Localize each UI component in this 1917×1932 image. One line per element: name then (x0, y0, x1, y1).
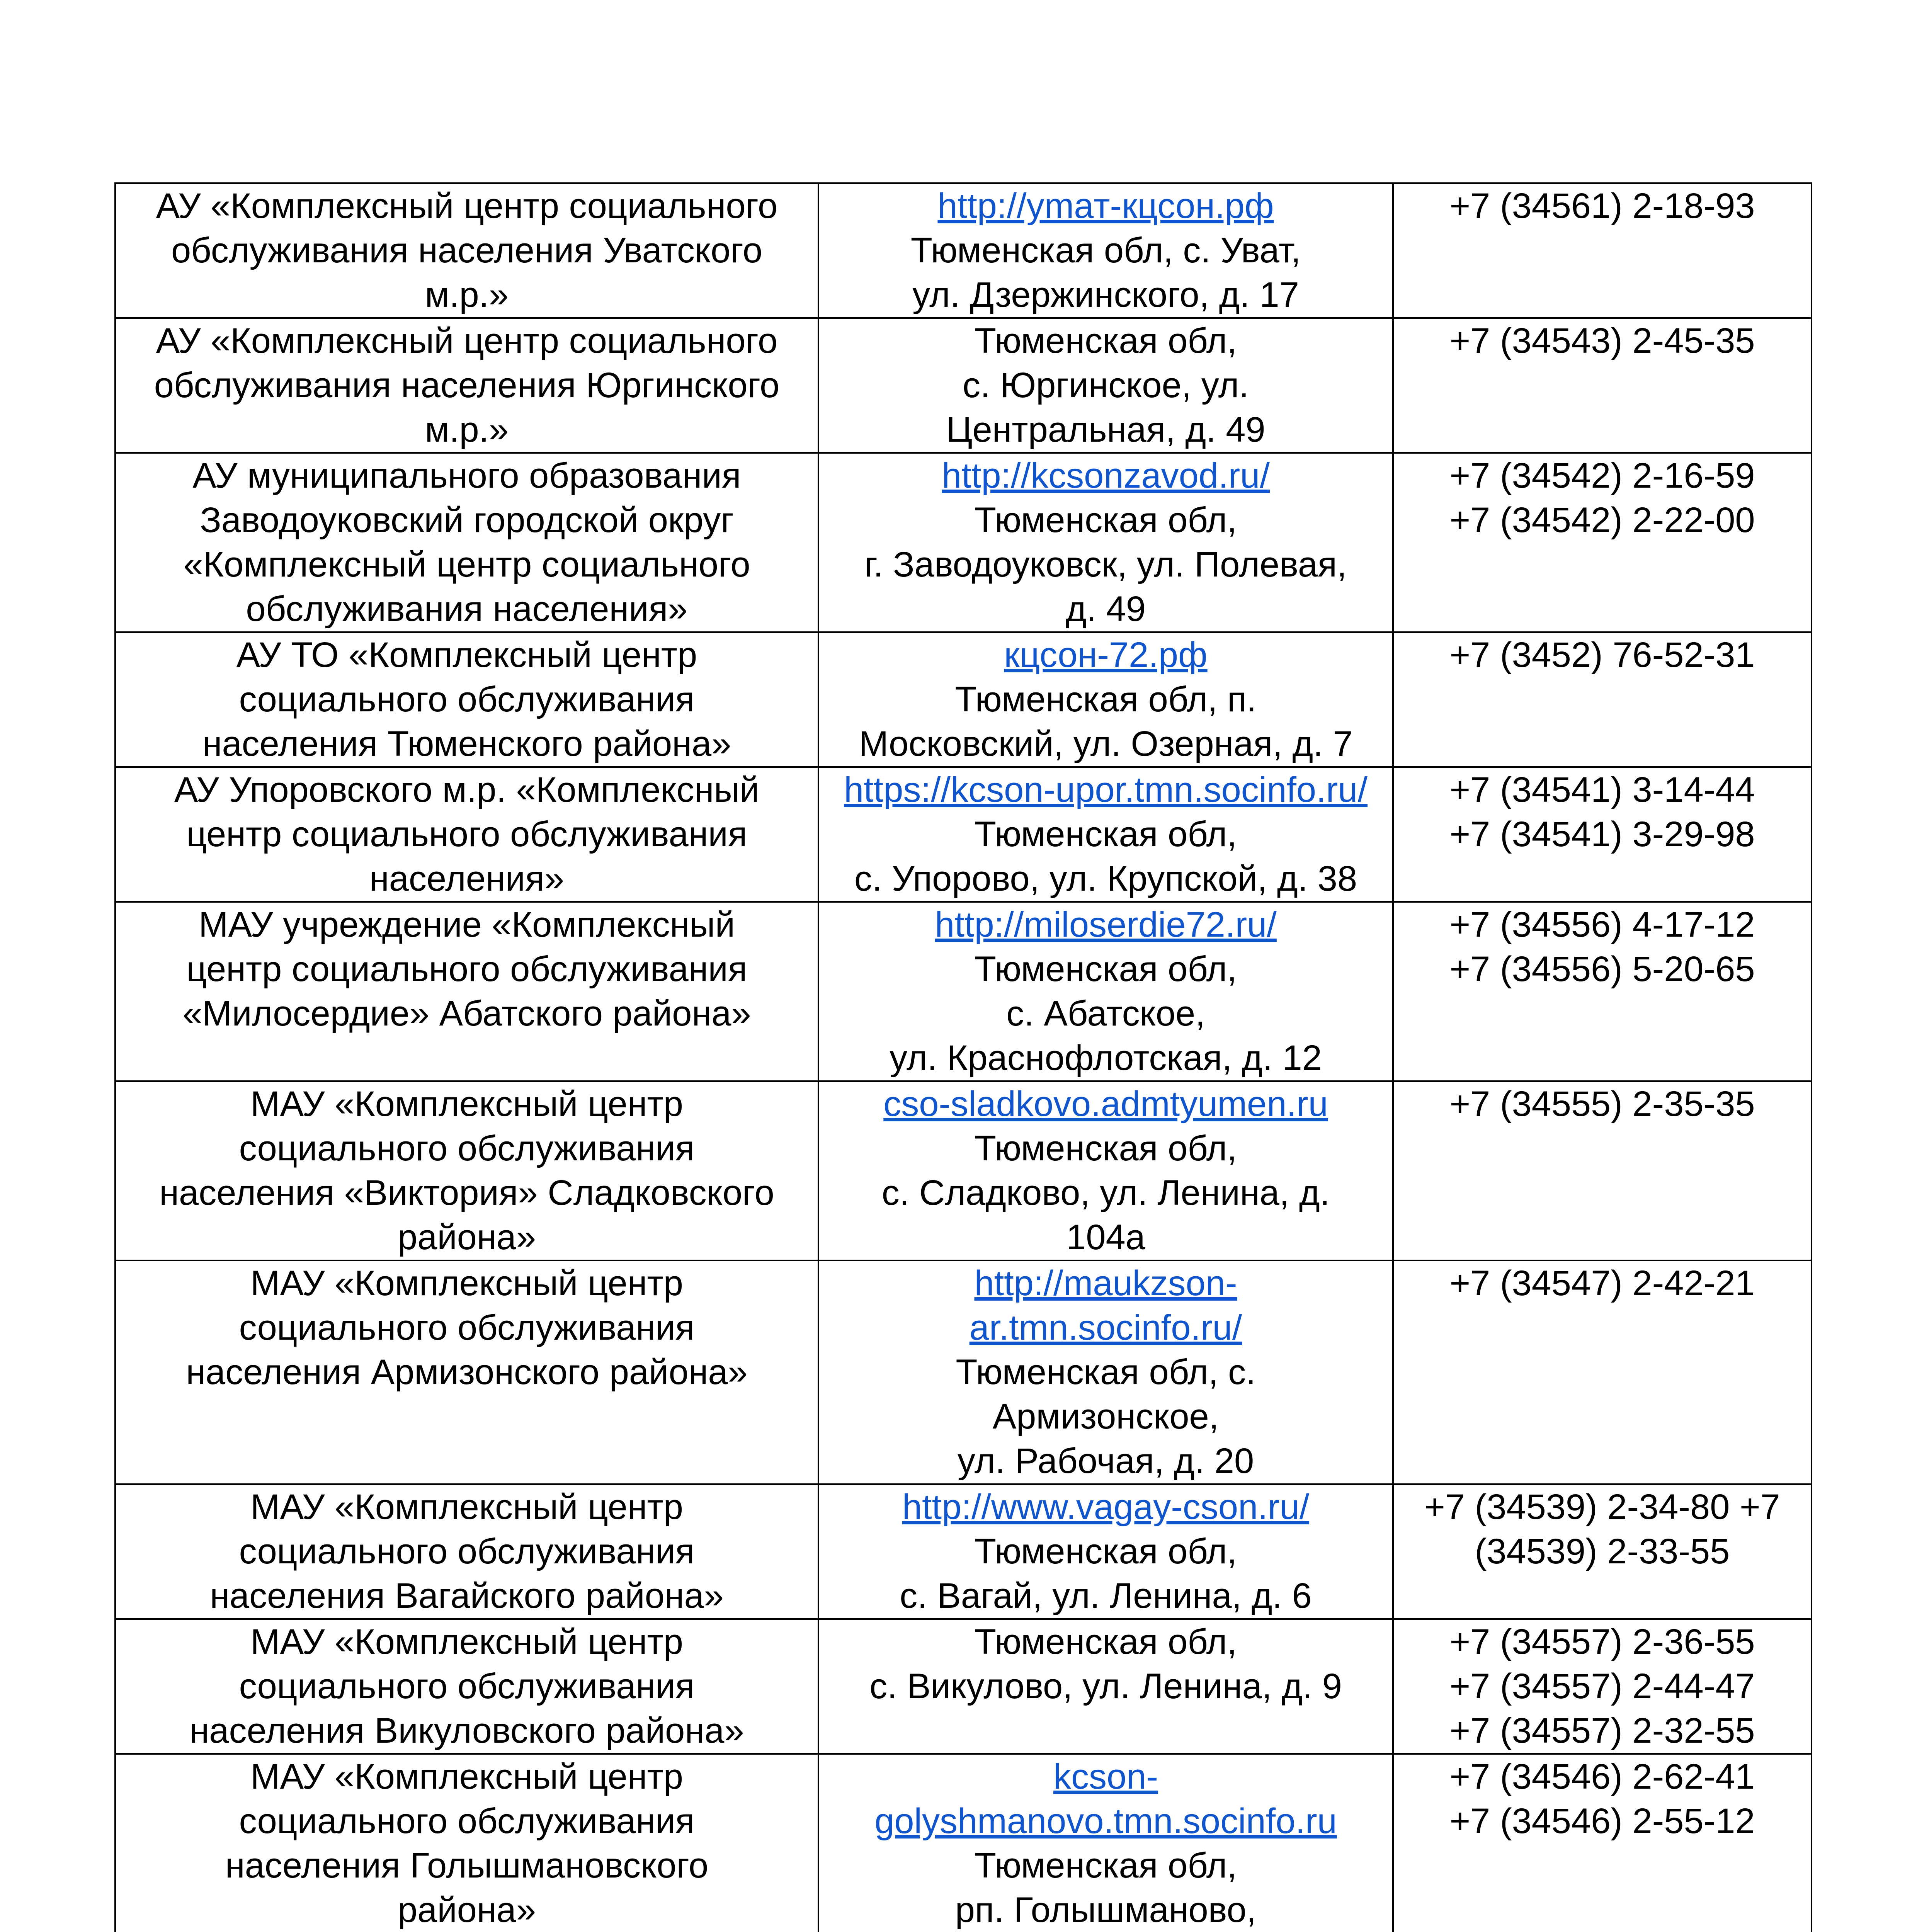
address-cell (818, 453, 1393, 632)
table-row (115, 183, 1812, 318)
address-line: Тюменская обл, (974, 1129, 1237, 1168)
address-line: 104а (1066, 1218, 1145, 1257)
address-line: с. Юргинское, ул. (963, 366, 1249, 405)
organization-name-line: МАУ «Комплексный центр (250, 1757, 683, 1796)
website-link[interactable]: ar.tmn.socinfo.ru/ (969, 1308, 1242, 1347)
address-cell (818, 1260, 1393, 1484)
phone-cell (1393, 902, 1812, 1081)
address-line: с. Сладково, ул. Ленина, д. (881, 1173, 1330, 1213)
phone-cell (1393, 767, 1812, 902)
organization-name-line: центр социального обслуживания (186, 949, 747, 989)
organization-name-line: «Милосердие» Абатского района» (182, 994, 751, 1033)
phone-number: +7 (34539) 2-34-80 +7 (1424, 1487, 1780, 1527)
table-row (115, 1754, 1812, 1932)
organizations-table-body (115, 183, 1812, 1932)
organization-name-line: района» (397, 1890, 536, 1930)
phone-cell (1393, 1754, 1812, 1932)
address-line: Тюменская обл, (974, 1532, 1237, 1571)
organization-name-line: АУ ТО «Комплексный центр (236, 635, 697, 675)
organizations-table (114, 182, 1812, 1932)
address-line: Армизонское, (992, 1397, 1219, 1436)
organization-cell (115, 1081, 818, 1260)
website-link[interactable]: kcson- (1053, 1757, 1158, 1796)
phone-number: +7 (34561) 2-18-93 (1449, 186, 1755, 226)
website-link[interactable]: golyshmanovo.tmn.socinfo.ru (874, 1801, 1337, 1841)
address-line: ул. Краснофлотская, д. 12 (890, 1038, 1322, 1078)
website-link[interactable]: http://ymaт-кцсон.рф (937, 186, 1274, 226)
website-link[interactable]: http://www.vagay-cson.ru/ (902, 1487, 1310, 1527)
phone-number: +7 (3452) 76-52-31 (1449, 635, 1755, 675)
phone-cell (1393, 1484, 1812, 1619)
organization-name-line: населения Армизонского района» (186, 1352, 748, 1392)
website-link[interactable]: https://kcson-upor.tmn.socinfo.ru/ (844, 770, 1368, 810)
phone-number: +7 (34556) 4-17-12 (1449, 905, 1755, 944)
address-line: Центральная, д. 49 (946, 410, 1266, 449)
phone-number: +7 (34555) 2-35-35 (1449, 1084, 1755, 1124)
organization-name-line: МАУ «Комплексный центр (250, 1487, 683, 1527)
organization-cell (115, 318, 818, 453)
address-cell (818, 1081, 1393, 1260)
table-row (115, 1081, 1812, 1260)
phone-cell (1393, 632, 1812, 767)
phone-number: +7 (34557) 2-36-55 (1449, 1622, 1755, 1662)
organization-name-line: социального обслуживания (239, 1129, 695, 1168)
organization-cell (115, 1754, 818, 1932)
address-line: Московский, ул. Озерная, д. 7 (859, 724, 1353, 764)
table-row (115, 1484, 1812, 1619)
address-line: д. 49 (1065, 589, 1146, 629)
address-line: рп. Голышманово, (955, 1890, 1257, 1930)
organization-name-line: Заводоуковский городской округ (200, 500, 734, 540)
organization-name-line: МАУ учреждение «Комплексный (199, 905, 735, 944)
address-cell (818, 902, 1393, 1081)
address-line: Тюменская обл, (974, 815, 1237, 854)
table-row (115, 1260, 1812, 1484)
organization-cell (115, 1484, 818, 1619)
address-cell (818, 1484, 1393, 1619)
phone-cell (1393, 183, 1812, 318)
address-cell (818, 1619, 1393, 1754)
address-cell (818, 318, 1393, 453)
organization-name-line: МАУ «Комплексный центр (250, 1084, 683, 1124)
organization-cell (115, 1260, 818, 1484)
phone-number: +7 (34557) 2-44-47 (1449, 1667, 1755, 1706)
address-line: Тюменская обл, с. Уват, (910, 231, 1301, 270)
phone-cell (1393, 453, 1812, 632)
address-line: Тюменская обл, п. (955, 680, 1257, 719)
table-row (115, 318, 1812, 453)
organization-name-line: социального обслуживания (239, 1801, 695, 1841)
address-line: с. Упорово, ул. Крупской, д. 38 (854, 859, 1357, 898)
organization-name-line: населения Викуловского района» (189, 1711, 744, 1750)
address-line: Тюменская обл, с. (956, 1352, 1256, 1392)
address-line: ул. Рабочая, д. 20 (957, 1441, 1254, 1481)
address-cell (818, 1754, 1393, 1932)
organization-cell (115, 902, 818, 1081)
phone-number: +7 (34546) 2-55-12 (1449, 1801, 1755, 1841)
organization-name-line: АУ «Комплексный центр социального (156, 321, 778, 361)
address-line: с. Викулово, ул. Ленина, д. 9 (869, 1667, 1342, 1706)
address-line: г. Заводоуковск, ул. Полевая, (864, 545, 1347, 584)
phone-number: +7 (34541) 3-29-98 (1449, 815, 1755, 854)
address-cell (818, 767, 1393, 902)
organization-name-line: населения Вагайского района» (210, 1576, 724, 1616)
organization-name-line: населения» (369, 859, 565, 898)
table-row (115, 453, 1812, 632)
organization-name-line: населения «Виктория» Сладковского (159, 1173, 774, 1213)
organization-name-line: обслуживания населения Юргинского (154, 366, 780, 405)
address-line: с. Вагай, ул. Ленина, д. 6 (900, 1576, 1312, 1616)
organization-name-line: центр социального обслуживания (186, 815, 747, 854)
organization-cell (115, 632, 818, 767)
organization-name-line: социального обслуживания (239, 1308, 695, 1347)
phone-number: +7 (34541) 3-14-44 (1449, 770, 1755, 810)
website-link[interactable]: http://kcsonzavod.ru/ (942, 456, 1270, 495)
address-line: Тюменская обл, (974, 1846, 1237, 1885)
address-cell (818, 183, 1393, 318)
table-row (115, 767, 1812, 902)
phone-cell (1393, 318, 1812, 453)
phone-number: (34539) 2-33-55 (1475, 1532, 1730, 1571)
address-cell (818, 632, 1393, 767)
organization-name-line: «Комплексный центр социального (183, 545, 750, 584)
organization-name-line: обслуживания населения Уватского (171, 231, 763, 270)
address-line: Тюменская обл, (974, 1622, 1237, 1662)
phone-cell (1393, 1260, 1812, 1484)
website-link[interactable]: http://maukzson- (974, 1264, 1237, 1303)
organization-name-line: АУ Упоровского м.р. «Комплексный (174, 770, 760, 810)
website-link[interactable]: cso-sladkovo.admtyumen.ru (883, 1084, 1328, 1124)
organization-cell (115, 183, 818, 318)
phone-cell (1393, 1081, 1812, 1260)
address-line: Тюменская обл, (974, 500, 1237, 540)
organization-name-line: АУ «Комплексный центр социального (156, 186, 778, 226)
organization-cell (115, 453, 818, 632)
phone-number: +7 (34547) 2-42-21 (1449, 1264, 1755, 1303)
website-link[interactable]: кцсон-72.рф (1004, 635, 1208, 675)
organization-name-line: социального обслуживания (239, 680, 695, 719)
address-line: с. Абатское, (1006, 994, 1205, 1033)
organization-name-line: населения Тюменского района» (202, 724, 731, 764)
organization-name-line: социального обслуживания (239, 1667, 695, 1706)
address-line: Тюменская обл, (974, 321, 1237, 361)
organization-name-line: м.р.» (425, 410, 509, 449)
organization-cell (115, 767, 818, 902)
organization-name-line: м.р.» (425, 275, 509, 315)
phone-cell (1393, 1619, 1812, 1754)
organization-name-line: обслуживания населения» (246, 589, 688, 629)
phone-number: +7 (34543) 2-45-35 (1449, 321, 1755, 361)
organization-name-line: АУ муниципального образования (192, 456, 741, 495)
phone-number: +7 (34542) 2-16-59 (1449, 456, 1755, 495)
phone-number: +7 (34546) 2-62-41 (1449, 1757, 1755, 1796)
website-link[interactable]: http://miloserdie72.ru/ (935, 905, 1277, 944)
organization-name-line: населения Голышмановского (225, 1846, 709, 1885)
phone-number: +7 (34556) 5-20-65 (1449, 949, 1755, 989)
address-line: ул. Дзержинского, д. 17 (912, 275, 1299, 315)
organization-name-line: района» (397, 1218, 536, 1257)
address-line: Тюменская обл, (974, 949, 1237, 989)
organization-cell (115, 1619, 818, 1754)
phone-number: +7 (34542) 2-22-00 (1449, 500, 1755, 540)
table-row (115, 632, 1812, 767)
phone-number: +7 (34557) 2-32-55 (1449, 1711, 1755, 1750)
organization-name-line: социального обслуживания (239, 1532, 695, 1571)
table-row (115, 1619, 1812, 1754)
organization-name-line: МАУ «Комплексный центр (250, 1264, 683, 1303)
organization-name-line: МАУ «Комплексный центр (250, 1622, 683, 1662)
table-row (115, 902, 1812, 1081)
